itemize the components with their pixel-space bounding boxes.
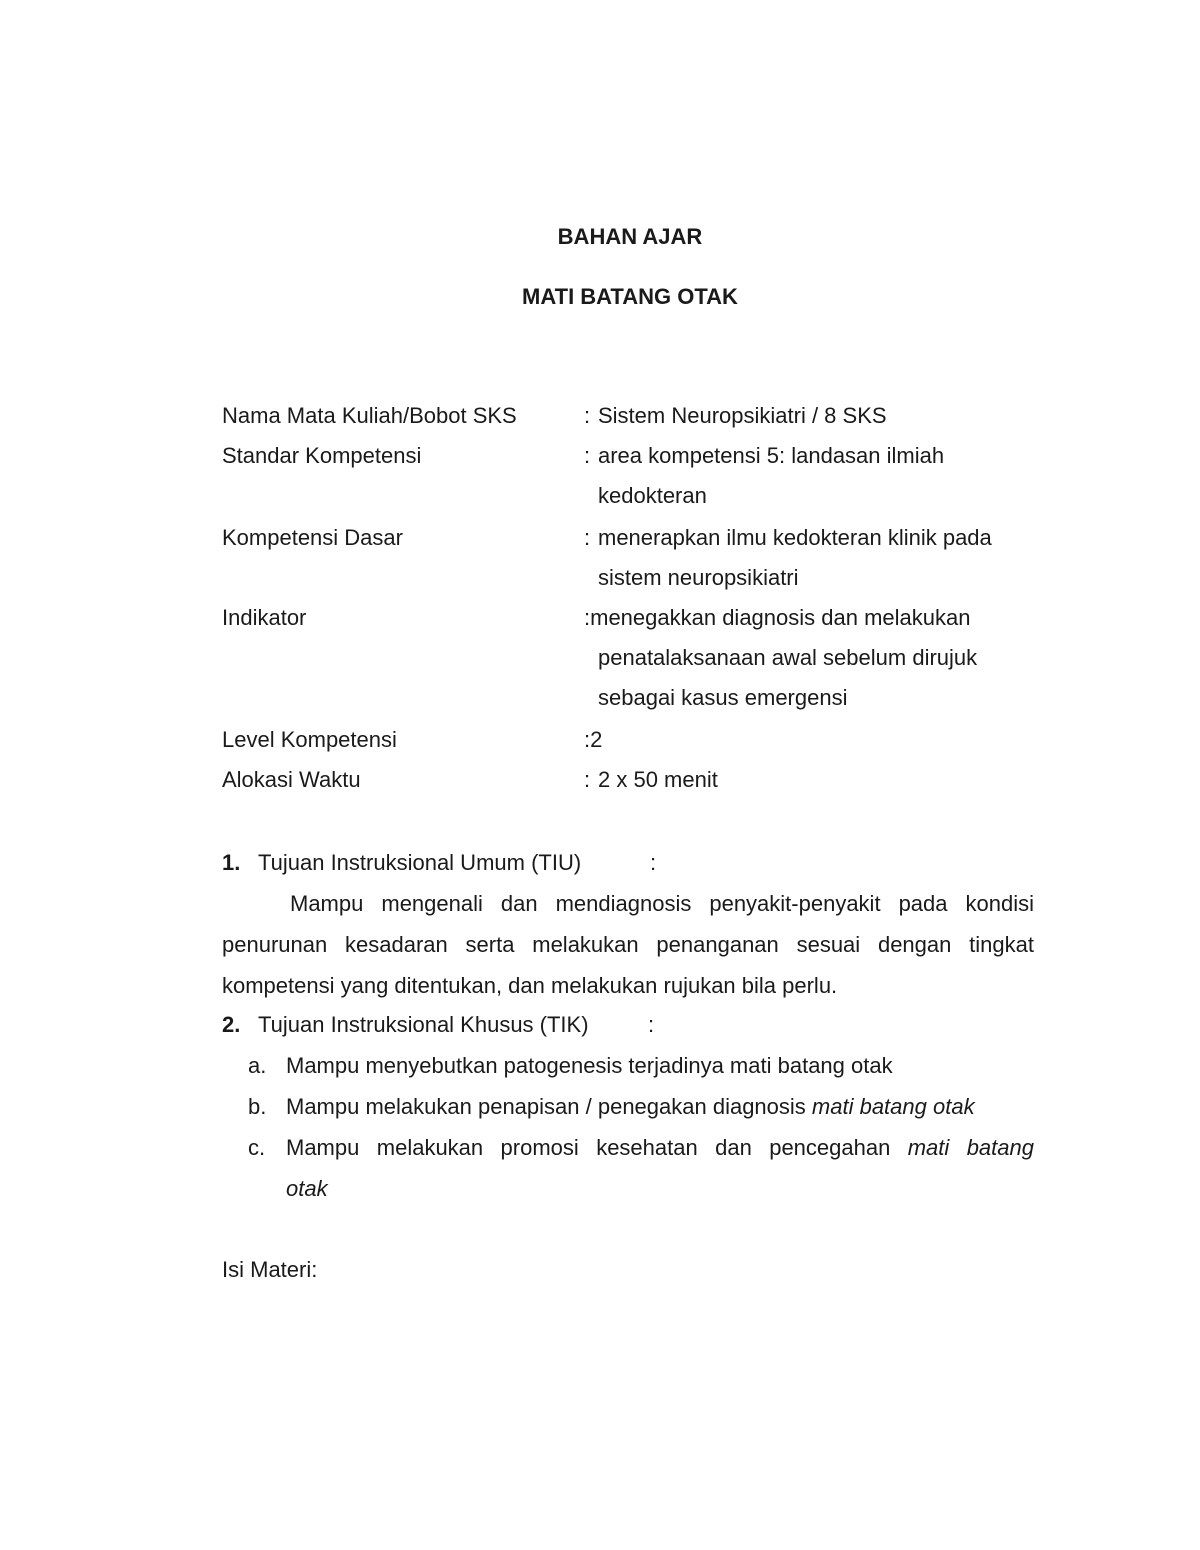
meta-value — [584, 598, 1024, 718]
list-marker: a. — [248, 1053, 267, 1078]
meta-label: Nama Mata Kuliah/Bobot SKS — [222, 403, 517, 428]
list-item-text: Mampu menyebutkan patogenesis terjadinya mati batang otak — [286, 1053, 893, 1078]
section-heading: Tujuan Instruksional Khusus (TIK) — [258, 1012, 589, 1037]
meta-value-line: area kompetensi 5: landasan ilmiah — [598, 443, 945, 468]
meta-value-line: menerapkan ilmu kedokteran klinik pada — [598, 525, 992, 550]
section-colon: : — [650, 850, 657, 875]
doc-title: BAHAN AJAR — [557, 224, 703, 249]
list-item-italic: otak — [286, 1176, 328, 1201]
meta-label: Standar Kompetensi — [222, 443, 422, 468]
meta-value: Sistem Neuropsikiatri / 8 SKS — [598, 403, 887, 428]
meta-label: Kompetensi Dasar — [222, 525, 403, 550]
doc-subtitle: MATI BATANG OTAK — [522, 284, 738, 309]
list-item-text: Mampu melakukan penapisan / penegakan diagnosis — [286, 1094, 812, 1119]
section-heading: Tujuan Instruksional Umum (TIU) — [258, 850, 582, 875]
meta-colon: : — [584, 403, 591, 428]
meta-value — [598, 518, 1038, 598]
section-2-list — [248, 1045, 1034, 1209]
meta-value: :2 — [584, 727, 603, 752]
section-number: 2. — [222, 1012, 241, 1037]
meta-value: 2 x 50 menit — [598, 767, 718, 792]
meta-colon: : — [584, 525, 591, 550]
isi-materi-heading: Isi Materi: — [222, 1257, 318, 1282]
list-item — [248, 1045, 1034, 1086]
meta-value-line: sistem neuropsikiatri — [598, 565, 799, 590]
list-item-line — [286, 1168, 1034, 1209]
meta-colon: : — [584, 767, 591, 792]
meta-value-line: kedokteran — [598, 483, 707, 508]
section-1-heading — [222, 843, 1034, 883]
meta-label: Alokasi Waktu — [222, 767, 361, 792]
list-item-text: Mampu melakukan promosi kesehatan dan pencegahan — [286, 1135, 908, 1160]
meta-value-line: :menegakkan diagnosis dan melakukan — [584, 605, 971, 630]
list-item — [248, 1127, 1034, 1209]
section-1-paragraph: Mampu mengenali dan mendiagnosis penyakit-penyakit pada kondisi penurunan kesadaran serta melakukan penanganan sesuai dengan tingkat kompetensi yang ditentukan, dan melakukan rujukan bila perlu. — [222, 891, 1034, 998]
list-marker: b. — [248, 1094, 267, 1119]
section-2-heading — [222, 1005, 1034, 1045]
list-item-italic: mati batang — [907, 1135, 1034, 1160]
meta-label: Indikator — [222, 605, 307, 630]
meta-value-line: sebagai kasus emergensi — [598, 685, 848, 710]
meta-colon: : — [584, 443, 591, 468]
list-item — [248, 1086, 1034, 1127]
section-number: 1. — [222, 850, 241, 875]
meta-value-line: penatalaksanaan awal sebelum dirujuk — [598, 645, 978, 670]
meta-label: Level Kompetensi — [222, 727, 397, 752]
list-item-italic: mati batang otak — [811, 1094, 975, 1119]
list-item-line — [286, 1127, 1034, 1168]
meta-value — [598, 436, 1038, 516]
section-colon: : — [648, 1012, 655, 1037]
list-marker: c. — [248, 1135, 266, 1160]
